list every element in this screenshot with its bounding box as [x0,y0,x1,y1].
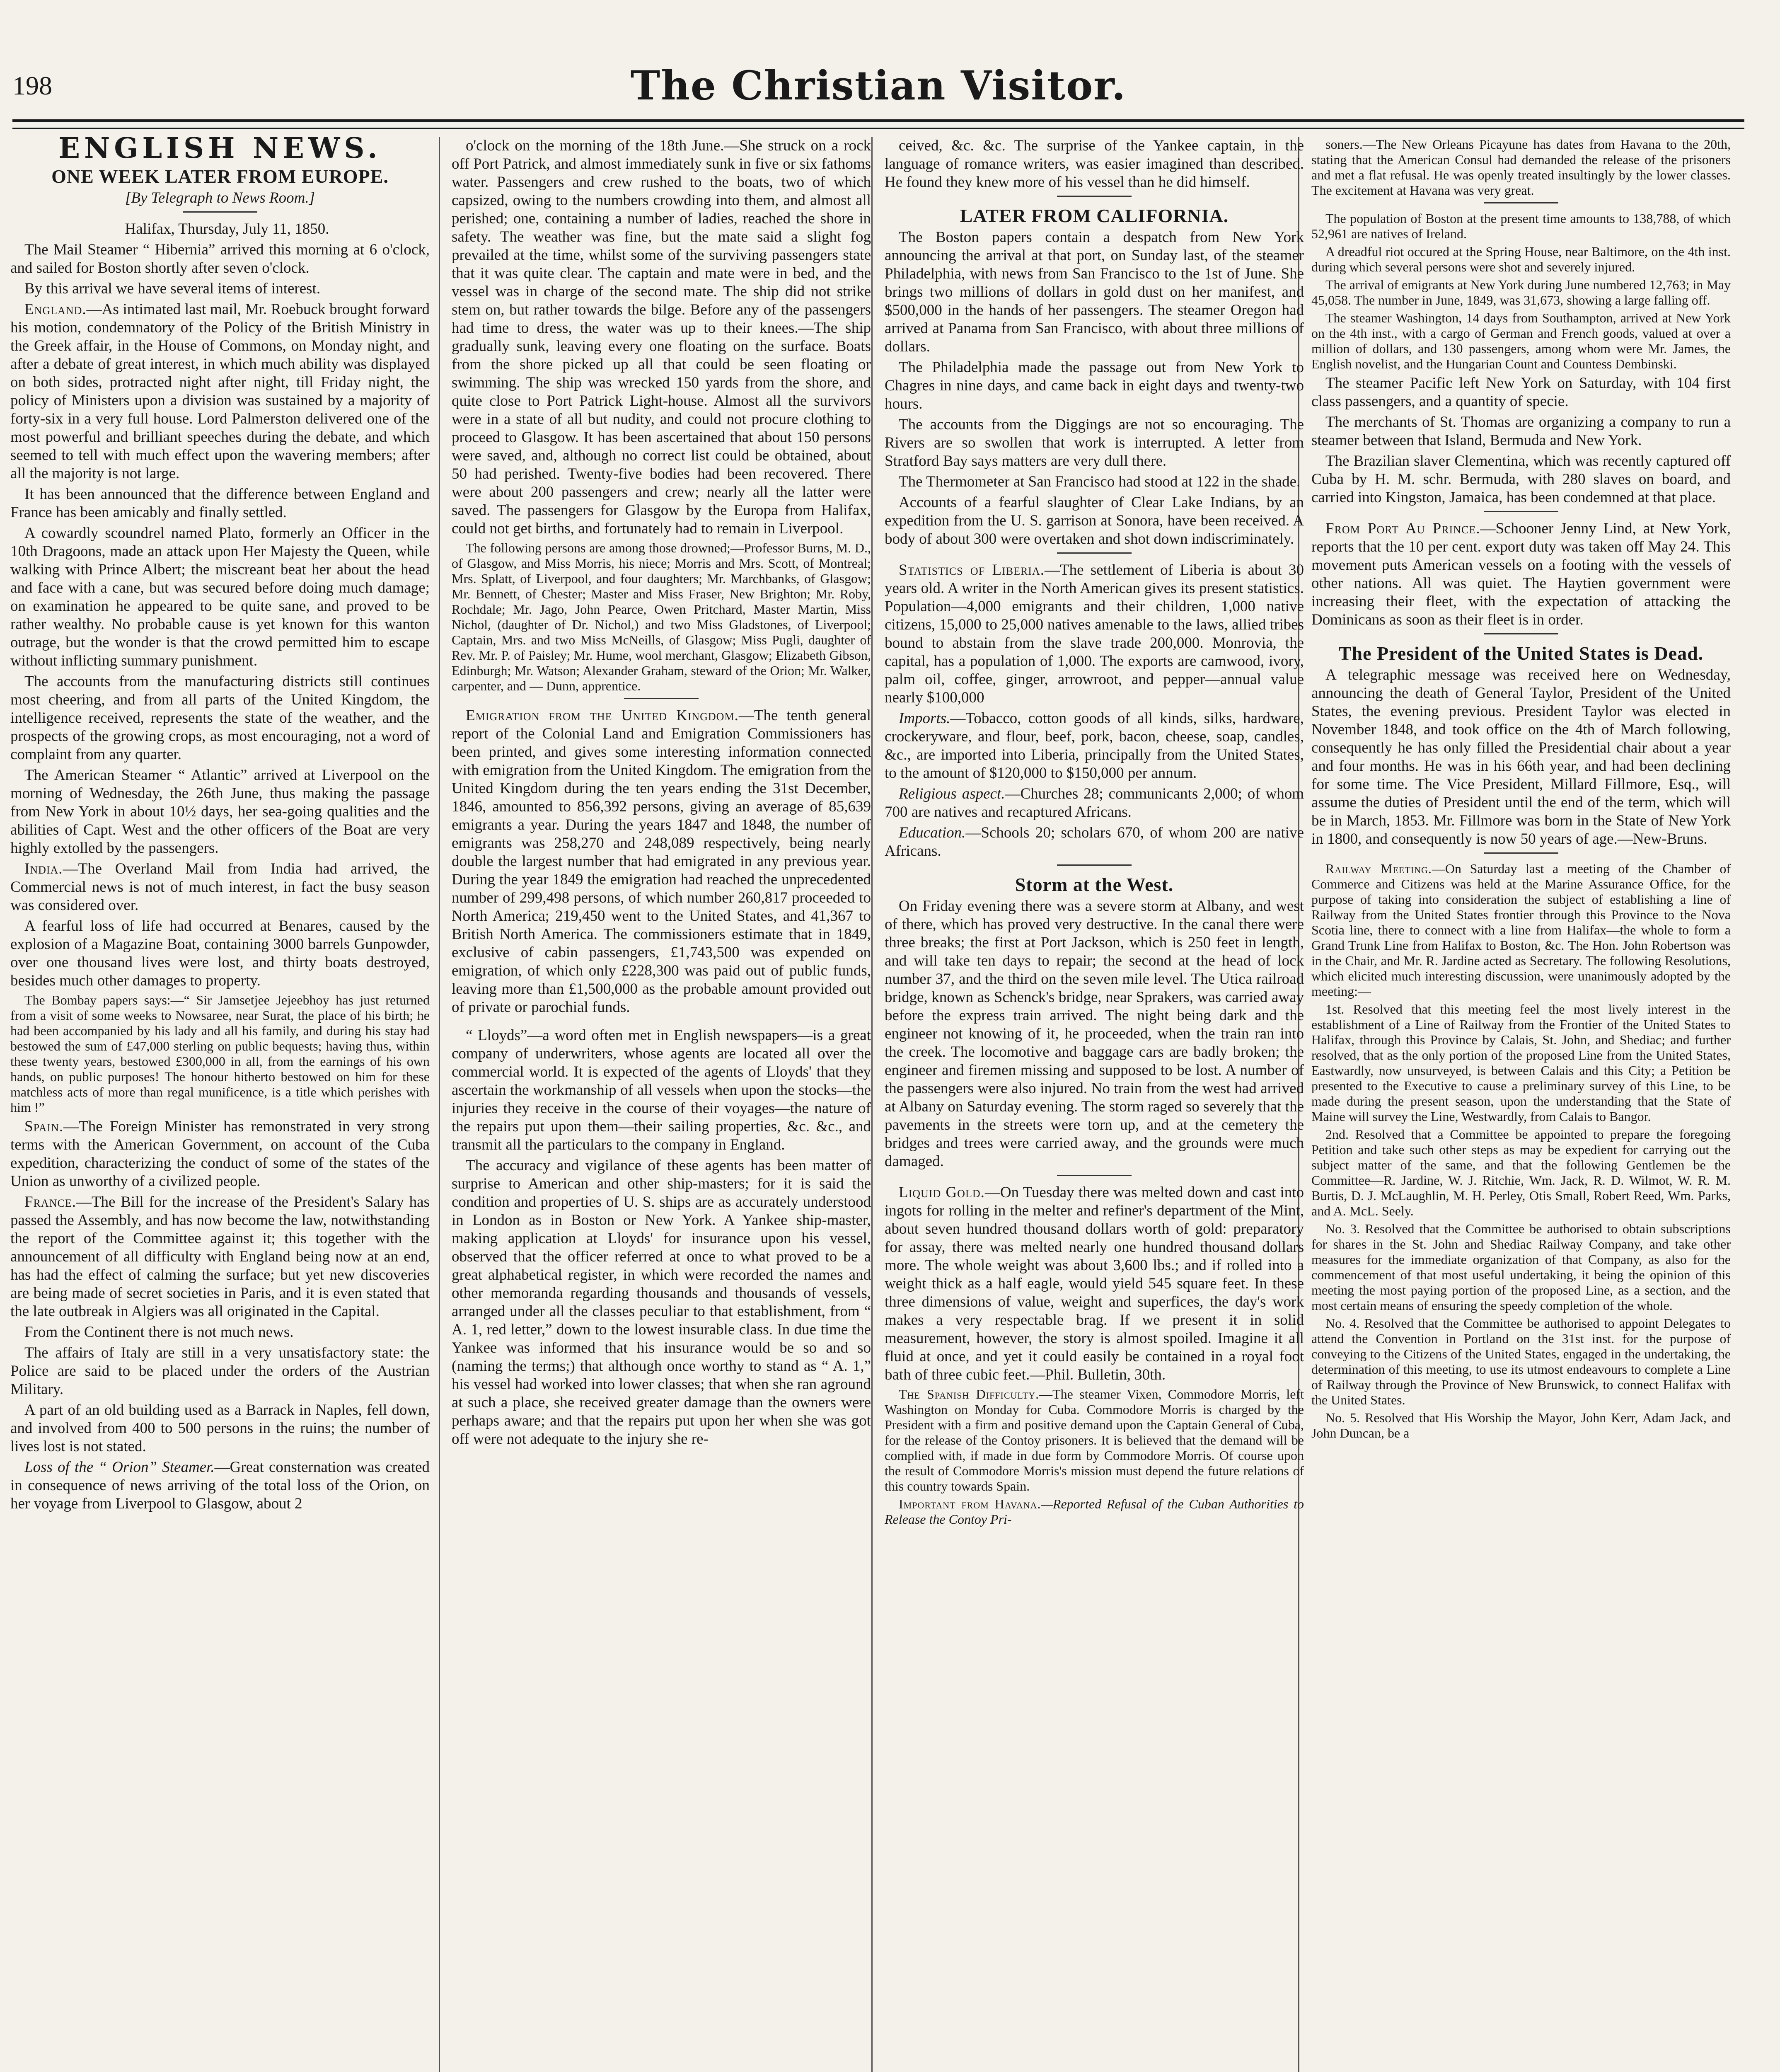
article-paragraph [452,707,871,1017]
article-paragraph: “ Lloyds”—a word often met in English newspapers—is a great company of underwriters, whose agents are located all over the commercial world. It is expected of the agents of Lloyds' that they ascertain the workmanship of all vessels when upon the stocks—the injuries they receive in the course of their voyages—the nature of the repairs put upon them—their sailing properties, &c. &c., and transmit all the particulars to the company in England. [452,1027,871,1153]
column-2 [452,137,871,2072]
resolution-paragraph: No. 5. Resolved that His Worship the Mayor, John Kerr, Adam Jack, and John Duncan, be a [1311,1410,1731,1440]
subhead-telegraph: [By Telegraph to News Room.] [125,189,315,206]
divider [1484,633,1558,634]
article-paragraph: A telegraphic message was received here on Wednesday, announcing the death of General Taylor, President of the United States, the evening previous. President Taylor was elected in November 1848, and took office on the 4th of March following, consequently he has only filled the Presidential chair about a year and four months. He was in his 66th year, and had been declining for some time. The Vice President, Millard Fillmore, Esq., will assume the duties of President until the end of the term, which will be in March, 1853. Mr. Fillmore was born in the State of New York in 1800, and consequently is now 50 years of age.—New-Bruns. [1311,666,1731,847]
paragraph-lead: From Port Au Prince. [1325,520,1480,537]
paragraph-text: —The Bill for the increase of the President's Salary has passed the Assembly, and has now become the law, notwithstanding the report of the Committee against it; this together with the announcement of all difficulty with England being now at an end, has had the effect of calming the surface; but yet new discoveries are being made of secret societies in Paris, and it is even stated that the late outbreak in Algiers was all originated in the Capital. [10,1193,430,1320]
article-paragraph: A cowardly scoundrel named Plato, formerly an Officer in the 10th Dragoons, made an attack upon Her Majesty the Queen, while walking with Prince Albert; the miscreant beat her about the head and face with a cane, but was secured before doing much damage; on examination he appeared to be quite sane, and proved to be rather wealthy. No probable cause is yet known for this wanton outrage, but the wonder is that the crowd permitted him to escape without inflicting summary punishment. [10,525,430,669]
article-paragraph [885,1496,1304,1527]
article-paragraph [10,1458,430,1513]
paragraph-lead: France. [24,1193,76,1210]
article-paragraph [1311,861,1731,999]
article-paragraph: The Mail Steamer “ Hibernia” arrived this morning at 6 o'clock, and sailed for Boston shortly after seven o'clock. [10,241,430,276]
article-paragraph: The following persons are among those drowned;—Professor Burns, M. D., of Glasgow, and Miss Morris, his niece; Morris and Mrs. Scott, of Montreal; Mrs. Splatt, of Liverpool, and four daughters; Mr. Marchbanks, of Glasgow; Mr. Bennett, of Chester; Master and Miss Fraser, New Brighton; Mr. Roby, Rochdale; Mr. Jago, John Pearce, Owen Pritchard, Master Martin, Miss Nichol, (daughter of Dr. Nichol,) and two Miss Gladstones, of Liverpool; Captain, Mrs. and two Miss McNeills, of Glasgow; Miss Pugli, daughter of Rev. Mr. P. of Paisley; Mr. Hume, wool merchant, Glasgow; Elizabeth Gibson, Edinburgh; Mr. Watson; Alexander Graham, steward of the Orion; Mr. Walker, carpenter, and — Dunn, apprentice. [452,540,871,693]
page-number: 198 [12,71,52,100]
paragraph-text: —The settlement of Liberia is about 30 years old. A writer in the North American gives its present statistics. Population—4,000 emigrants and their children, 1,000 native citizens, 15,000 to 25,000 natives amenable to the laws, allied tribes bound to abstain from the slave trade 200,000. Monrovia, the capital, has a population of 1,000. The exports are camwood, ivory, palm oil, coffee, ginger, arrowroot, and pepper—annual value nearly $100,000 [885,562,1304,706]
paragraph-text: —The Foreign Minister has remonstrated in very strong terms with the American Government, on account of the Cuba expedition, characterizing the conduct of some of the states of the Union as unworthy of a civilized people. [10,1118,430,1190]
article-paragraph: The steamer Washington, 14 days from Southampton, arrived at New York on the 4th inst., with a cargo of German and French goods, valued at over a million of dollars, and 130 passengers, among whom were Mr. James, the English novelist, and the Hungarian Count and Countess Dembinski. [1311,310,1731,371]
article-paragraph: From the Continent there is not much news. [24,1324,294,1341]
divider [1057,864,1132,866]
paragraph-text: —On Tuesday there was melted down and cast into ingots for rolling in the melter and refiner's department of the Mint, about seven hundred thousand dollars worth of gold: preparatory for assay, there was melted nearly one hundred thousand dollars more. The whole weight was about 3,600 lbs.; and if rolled into a weight thick as a half eagle, would yield 545 square feet. In these three dimensions of value, weight and superfices, the day's work makes a very respectable brag. If we present it in solid measurement, however, the story is almost spoiled. Imagine it all fluid at once, and yet it could easily be contained in a royal foot bath of three cubic feet.—Phil. Bulletin, 30th. [885,1184,1304,1383]
article-paragraph: The Philadelphia made the passage out from New York to Chagres in nine days, and came back in eight days and twenty-two hours. [885,359,1304,412]
headline-storm: Storm at the West. [1015,874,1174,895]
article-paragraph [10,860,430,915]
article-paragraph: The steamer Pacific left New York on Saturday, with 104 first class passengers, and a quantity of specie. [1311,375,1731,410]
column-1 [10,137,430,2072]
article-paragraph [10,1118,430,1191]
article-paragraph [885,561,1304,707]
article-paragraph: The Brazilian slaver Clementina, which was recently captured off Cuba by H. M. schr. Bermuda, with 280 slaves on board, and carried into Kingston, Jamaica, has been condemned at that place. [1311,453,1731,506]
article-paragraph: It has been announced that the difference between England and France has been amicably and finally settled. [10,486,430,521]
paragraph-lead: Emigration from the United Kingdom. [466,707,739,724]
masthead-rule [12,119,1744,129]
article-paragraph: A dreadful riot occured at the Spring House, near Baltimore, on the 4th inst. during which several persons were shot and severely injured. [1311,244,1731,274]
article-paragraph: The American Steamer “ Atlantic” arrived at Liverpool on the morning of Wednesday, the 26th June, thus making the passage from New York in about 10½ days, her sea-going qualities and the abilities of Capt. West and the other officers of the Boat are very highly extolled by the passengers. [10,767,430,857]
article-paragraph: ceived, &c. &c. The surprise of the Yankee captain, in the language of romance writers, was easier imagined than described. He found they knew more of his vessel than he did himself. [885,137,1304,191]
column-4 [1311,137,1731,2072]
paragraph-text: —The Overland Mail from India had arrived, the Commercial news is not of much interest, in fact the busy season was considered over. [10,860,430,914]
headline-california: LATER FROM CALIFORNIA. [960,205,1229,226]
paragraph-text: —Tobacco, cotton goods of all kinds, silks, hardware, crockeryware, and flour, beef, pork, bacon, cheese, soap, candles, &c., are imported into Liberia, principally from the United States, to the amount of $120,000 to $150,000 per annum. [885,710,1304,782]
divider [1484,852,1558,854]
paragraph-lead: Imports. [899,710,950,727]
resolution-paragraph: 1st. Resolved that this meeting feel the most lively interest in the establishment of a Line of Railway from the Frontier of the United States to Halifax, through this Province by Calais, St. John, and Shediac; and further resolved, that as the only portion of the proposed Line from the United States, Eastwardly, now unsurveyed, is between Calais and this City; a Petition be presented to the Executive to cause a preliminary survey of this Line, to be made during the present season, upon the understanding that the State of Maine will survey the Line, Westwardly, from Calais to Bangor. [1311,1002,1731,1124]
headline-president-dead: The President of the United States is Dead. [1338,643,1704,664]
resolution-paragraph: 2nd. Resolved that a Committee be appointed to prepare the foregoing Petition and take such other steps as may be expedient for carrying out the subject matter of the same, and that the following Gentlemen be the Committee—R. Jardine, W. J. Ritchie, Wm. Jack, R. D. Wilmot, W. R. M. Burtis, D. J. McLaughlin, M. H. Perley, Otis Small, Robert Reed, Wm. Parks, and A. McL. Seely. [1311,1127,1731,1218]
article-paragraph: A fearful loss of life had occurred at Benares, caused by the explosion of a Magazine Boat, containing 3000 barrels Gunpowder, over one thousand lives were lost, and thirty boats destroyed, besides much other damages to property. [10,917,430,989]
masthead [12,62,1744,124]
article-paragraph: The accounts from the manufacturing districts still continues most cheering, and from all parts of the United Kingdom, the intelligence received, represents the state of the weather, and the prospects of the growing crops, as most encouraging, not a word of complaint from any quarter. [10,673,430,763]
paragraph-text: —On Saturday last a meeting of the Chamber of Commerce and Citizens was held at the Marine Assurance Office, for the purpose of taking into consideration the subject of establishing a line of Railway from the United States frontier through this Province to the Nova Scotia line, there to connect with a line from Halifax—the whole to form a Grand Trunk Line from Halifax to Boston, &c. The Hon. John Robertson was in the Chair, and Mr. R. Jardine acted as Secretary. The following Resolutions, which elicited much interesting discussion, were unanimously adopted by the meeting:— [1311,861,1731,999]
article-paragraph: o'clock on the morning of the 18th June.—She struck on a rock off Port Patrick, and almost immediately sunk in five or six fathoms water. Passengers and crew rushed to the boats, two of which capsized, owing to the numbers crowding into them, and almost all perished; one, containing a number of ladies, reached the shore in safety. The weather was fine, but the mate said a slight fog prevailed at the time, whilst some of the surviving passengers state that it was quite clear. The captain and mate were in bed, and the vessel was in charge of the second mate. The ship did not strike stem on, but rather towards the bilge. Before any of the passengers had time to dress, the water was up to their knees.—The ship gradually sunk, leaving every one floating on the surface. Boats from the shore picked up all that could be seen floating or swimming. The ship was wrecked 150 yards from the shore, and quite close to Port Patrick Light-house. Almost all the survivors were in a state of all but nudity, and could not procure clothing to proceed to Glasgow. It has been ascertained that about 150 persons were saved, and, although no correct list could be obtained, about 50 had perished. Twenty-five bodies had been recovered. There were about 200 passengers and crew; nearly all the latter were saved. The passengers for Glasgow by the Europa from Halifax, could not get births, and fortunately had to remain in Liverpool. [452,137,871,537]
article-paragraph [885,1184,1304,1384]
divider [1057,196,1132,197]
paragraph-text: —As intimated last mail, Mr. Roebuck brought forward his motion, condemnatory of the Policy of the British Ministry in the Greek affair, in the House of Commons, on Monday night, and after a debate of great interest, in which much ability was displayed on both sides, protracted night after night, till Friday night, the policy of Ministers upon a division was sustained by a majority of forty-six in a very full house. Lord Palmerston delivered one of the most powerful and brilliant speeches during the debate, and which seemed to tell with much effect upon the wavering members; after all the majority is not large. [10,301,430,482]
article-paragraph [885,1387,1304,1494]
article-paragraph [1311,520,1731,629]
paragraph-lead: Important from Havana. [899,1496,1041,1511]
paragraph-text: —Reported Refusal of the Cuban Authorities to Release the Contoy Pri- [885,1496,1304,1527]
paragraph-lead: The Spanish Difficulty. [899,1387,1040,1402]
article-paragraph [10,1193,430,1321]
paragraph-text: —The tenth general report of the Colonial Land and Emigration Commissioners has been printed, and gives some interesting information connected with emigration from the United Kingdom. The emigration from the United Kingdom during the ten years ending the 31st December, 1846, amounted to 856,392 persons, giving an average of 85,639 emigrants a year. During the years 1847 and 1848, the number of emigrants was 258,270 and 248,089 respectively, being nearly double the largest number that had emigrated in any previous year. During the year 1849 the emigration had reached the unprecedented number of 299,498 persons, of which number 260,817 proceeded to North America; 219,450 went to the United States, and 41,367 to British North America. The commissioners estimate that in 1849, exclusive of cabin passengers, £1,743,500 was expended on emigration, of which only £228,300 was paid out of public funds, leaving more than £1,500,000 as the probable amount provided out of private or parochial funds. [452,707,871,1016]
paragraph-lead: Loss of the “ Orion” Steamer. [24,1459,215,1476]
column-separator [871,137,873,2072]
paragraph-text: —The steamer Vixen, Commodore Morris, left Washington on Monday for Cuba. Commodore Morris is charged by the President with a firm and positive demand upon the Captain General of Cuba, for the release of the Contoy prisoners. It is believed that the demand will be complied with, if made in due form by Commodore Morris. Of course upon the result of Commodore Morris's mission must depend the future relations of this country towards Spain. [885,1387,1304,1493]
column-3 [885,137,1304,2072]
article-paragraph [885,709,1304,782]
article-paragraph: The accounts from the Diggings are not so encouraging. The Rivers are so swollen that work is interrupted. A letter from Stratford Bay says matters are very dull there. [885,416,1304,470]
paragraph-lead: Spain. [24,1118,64,1135]
paragraph-lead: Education. [899,824,966,841]
spacer [452,1019,871,1026]
resolution-paragraph: No. 3. Resolved that the Committee be authorised to obtain subscriptions for shares in the St. John and Shediac Railway Company, and take other measures for the immediate organization of that Company, as also for the commencement of that most useful undertaking, it being the opinion of this meeting the most paying portion of the proposed Line, as a section, and the most certain means of ensuring the speedy completion of the whole. [1311,1221,1731,1313]
article-paragraph: The Boston papers contain a despatch from New York announcing the arrival at that port, on Sunday last, of the steamer Philadelphia, with news from San Francisco to the 1st of June. She brings two millions of dollars in gold dust on her manifest, and $500,000 in the hands of her passengers. The steamer Oregon had arrived at Panama from San Francisco, with about three millions of dollars. [885,229,1304,355]
section-title-english-news: ENGLISH NEWS. [58,137,382,165]
divider [624,698,699,699]
article-paragraph: The affairs of Italy are still in a very unsatisfactory state: the Police are said to be placed under the orders of the Austrian Military. [10,1344,430,1398]
paragraph-text: —Schooner Jenny Lind, at New York, reports that the 10 per cent. export duty was taken off May 24. This movement puts American vessels on a footing with the vessels of other nations. All was quiet. The Haytien government were increasing their fleet, with the expectation of attacking the Dominicans as soon as their fleet is in order. [1311,520,1731,628]
article-paragraph: The Bombay papers says:—“ Sir Jamsetjee Jejeebhoy has just returned from a visit of some weeks to Nowsaree, near Surat, the place of his birth; he had been accompanied by his lady and all his family, and during his stay had bestowed the sum of £47,000 sterling on public bequests; having thus, within these twenty years, bestowed £300,000 in all, from the earnings of his own hands, on public purposes! The honour hitherto bestowed on him for these matchless acts of more than regal munificence, is a title which perishes with him !” [10,992,430,1115]
paragraph-lead: Railway Meeting. [1325,861,1432,876]
article-paragraph: The population of Boston at the present time amounts to 138,788, of which 52,961 are natives of Ireland. [1311,211,1731,241]
divider [1484,511,1558,512]
article-paragraph [10,300,430,483]
article-paragraph: A part of an old building used as a Barrack in Naples, fell down, and involved from 400 to 500 persons in the ruins; the number of lives lost is not stated. [10,1402,430,1455]
column-separator [439,137,440,2072]
dateline: Halifax, Thursday, July 11, 1850. [125,220,329,237]
divider [1484,202,1558,203]
article-paragraph: The merchants of St. Thomas are organizing a company to run a steamer between that Island, Bermuda and New York. [1311,414,1731,449]
paragraph-lead: England. [24,301,87,318]
article-paragraph: By this arrival we have several items of interest. [24,280,321,297]
paragraph-text: —Churches 28; communicants 2,000; of whom 700 are natives and recaptured Africans. [885,785,1304,821]
divider [1057,1175,1132,1176]
divider [1057,552,1132,554]
article-paragraph: The Thermometer at San Francisco had stood at 122 in the shade. [899,473,1301,490]
resolution-paragraph: No. 4. Resolved that the Committee be authorised to appoint Delegates to attend the Convention in Portland on the 31st inst. for the purpose of conveying to the Citizens of the United States, engaged in the undertaking, the determination of this meeting, to use its utmost endeavours to complete a Line of Railway through the Province of New Brunswick, to connect Halifax with the United States. [1311,1316,1731,1407]
paragraph-text: —Great consternation was created in consequence of news arriving of the total loss of the Orion, on her voyage from Liverpool to Glasgow, about 2 [10,1459,430,1512]
paragraph-lead: India. [24,860,63,877]
article-paragraph: The arrival of emigrants at New York during June numbered 12,763; in May 45,058. The number in June, 1849, was 31,673, showing a large falling off. [1311,277,1731,307]
newspaper-title: The Christian Visitor. [630,62,1127,109]
paragraph-lead: Statistics of Liberia. [899,562,1045,579]
article-paragraph: The accuracy and vigilance of these agents has been matter of surprise to American and other ship-masters; for it is said the condition and properties of U. S. ships are as accurately understood in London as in Boston or New York. A Yankee ship-master, making application at Lloyds' for insurance upon his vessel, observed that the officer referred at once to what proved to be a great alphabetical register, in which were recorded the names and other memoranda regarding thousands and thousands of vessels, arranged under all the classes peculiar to that establishment, from “ A. 1, red letter,” down to the lowest insurable class. In due time the Yankee was informed that his insurance would be so and so (naming the terms;) that although once worthy to stand as “ A. 1,” his vessel had worked into lower classes; that when she ran aground at such a place, she received greater damage than the owners were perhaps aware; and that the repairs put upon her when she was got off were not adequate to the injury she re- [452,1157,871,1447]
article-paragraph: Accounts of a fearful slaughter of Clear Lake Indians, by an expedition from the U. S. garrison at Sonora, have been received. A body of about 300 were overtaken and shot down indiscriminately. [885,494,1304,547]
paragraph-lead: Religious aspect. [899,785,1005,802]
article-paragraph: On Friday evening there was a severe storm at Albany, and west of there, which has proved very destructive. In the canal there were three breaks; the first at Port Jackson, which is 250 feet in length, and will take ten days to repair; the second at the head of lock number 37, and the third on the seven mile level. The Utica railroad bridge, known as Schenck's bridge, near Sprakers, was carried away before the express train arrived. The night being dark and the engineer not knowing of it, he proceeded, when the train ran into the creek. The locomotive and baggage cars are badly broken; the engineer and firemen missing and supposed to be lost. A number of the passengers were also injured. No train from the west had arrived at Albany on Saturday evening. The storm raged so severely that the pavements in the streets were torn up, and at the cemetery the bridges and trees were carried away, and the grounds were much damaged. [885,898,1304,1170]
paragraph-lead: Liquid Gold. [899,1184,985,1201]
paragraph-text: —Schools 20; scholars 670, of whom 200 are native Africans. [885,824,1304,859]
article-paragraph [885,785,1304,821]
headline-europe: ONE WEEK LATER FROM EUROPE. [51,166,389,187]
article-paragraph: soners.—The New Orleans Picayune has dates from Havana to the 20th, stating that the American Consul had demanded the release of the prisoners and met a flat refusal. He was openly treated insultingly by the lower classes. The excitement at Havana was very great. [1311,137,1731,198]
divider [183,211,257,213]
article-paragraph [885,824,1304,860]
